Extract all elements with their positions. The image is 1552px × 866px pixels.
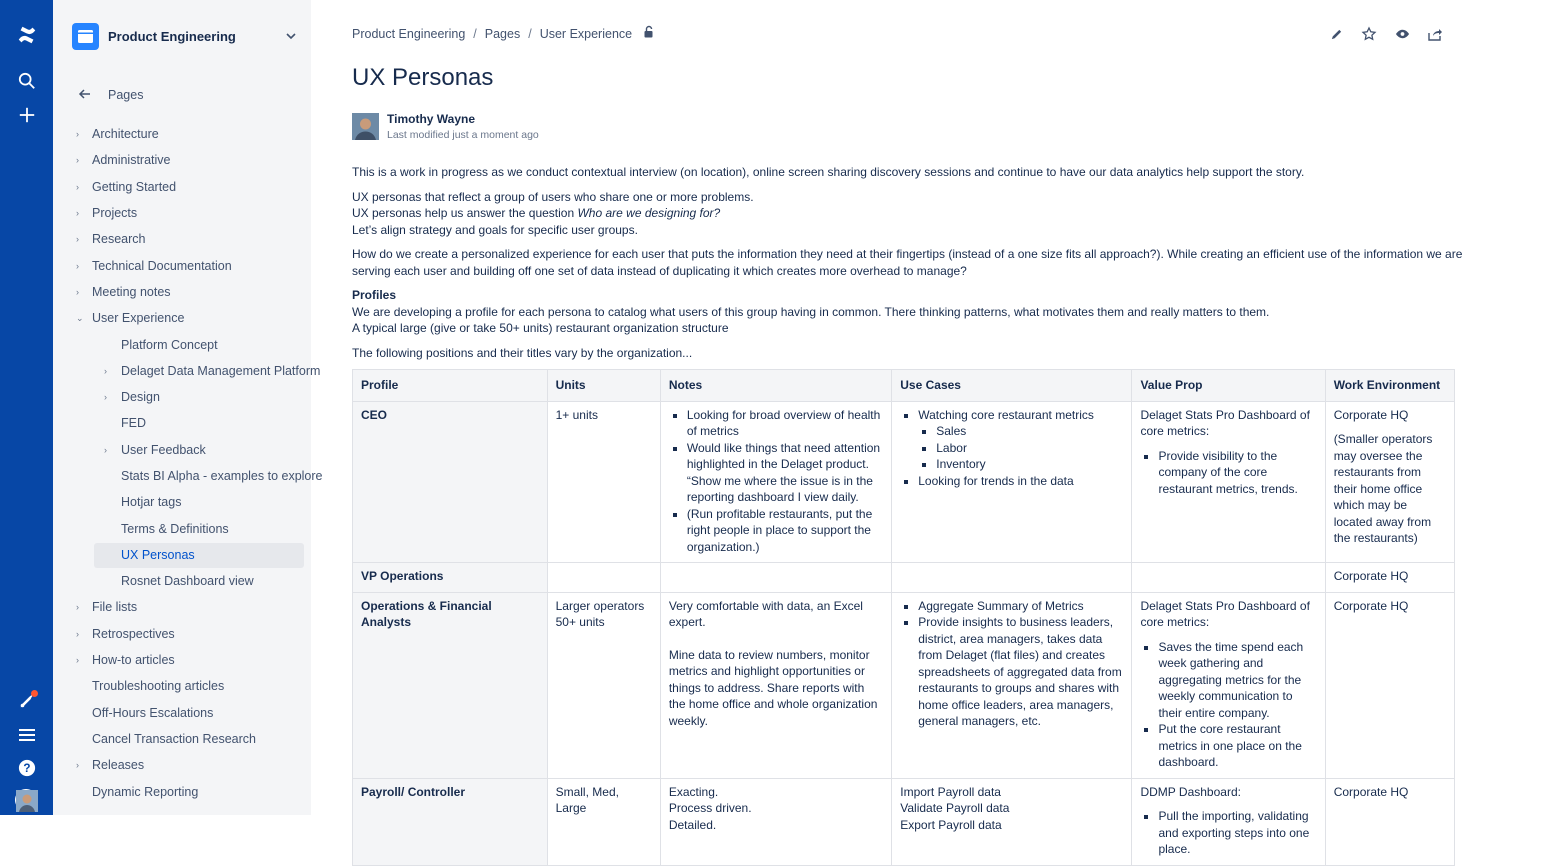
paragraph-line: UX personas that reflect a group of users who share one or more problems. bbox=[352, 189, 754, 204]
value-intro: Delaget Stats Pro Dashboard of core metrics: bbox=[1140, 407, 1310, 438]
question-italic: Who are we designing for? bbox=[577, 206, 721, 220]
value-prop-cell bbox=[1132, 401, 1325, 563]
profile-avatar[interactable] bbox=[15, 789, 37, 811]
sidebar-item-label: Delaget Data Management Platform bbox=[121, 363, 321, 378]
table-row bbox=[353, 778, 1455, 865]
watch-icon[interactable] bbox=[1390, 25, 1414, 43]
edit-icon[interactable] bbox=[1324, 25, 1348, 43]
unlock-icon[interactable] bbox=[644, 26, 654, 41]
table-row bbox=[353, 563, 1455, 593]
breadcrumb bbox=[352, 26, 654, 41]
sidebar-item-label: Retrospectives bbox=[92, 626, 175, 641]
sidebar-item[interactable] bbox=[53, 489, 311, 515]
list-item: ▪ Would like things that need attention highlighted in the Delaget product. “Show me where the issue is in the reporting dashboard I view daily. bbox=[687, 440, 883, 506]
share-icon[interactable] bbox=[1423, 25, 1447, 43]
notes-line: Exacting. bbox=[668, 784, 719, 799]
work-env-cell: Corporate HQ bbox=[1325, 592, 1454, 778]
page-content bbox=[311, 0, 1463, 856]
sidebar-item[interactable] bbox=[53, 252, 311, 278]
value-intro: DDMP Dashboard: bbox=[1140, 784, 1241, 799]
work-env-text: (Smaller operators may oversee the restaurants from their home office which may be located away from the restaurants) bbox=[1333, 432, 1433, 545]
notifications-icon[interactable] bbox=[15, 689, 39, 713]
sidebar-item[interactable] bbox=[53, 147, 311, 173]
sidebar-item[interactable] bbox=[53, 621, 311, 647]
sidebar-item-label: Rosnet Dashboard view bbox=[121, 574, 254, 589]
notification-badge bbox=[31, 690, 38, 697]
work-env-text: Corporate HQ bbox=[1333, 407, 1409, 422]
notes-text: Very comfortable with data, an Excel expert. bbox=[668, 598, 863, 629]
chevron-down-icon[interactable]: ⌄ bbox=[76, 312, 84, 323]
paragraph-line bbox=[352, 205, 1552, 222]
sidebar-item-label: Off-Hours Escalations bbox=[92, 705, 214, 720]
sidebar-item[interactable] bbox=[53, 778, 311, 804]
chevron-right-icon[interactable]: › bbox=[76, 602, 79, 613]
personas-table bbox=[352, 369, 1455, 866]
use-cases-cell bbox=[892, 592, 1132, 778]
sidebar-item-label: Design bbox=[121, 390, 160, 405]
list-item: ▪ Aggregate Summary of Metrics bbox=[918, 598, 1123, 615]
chevron-right-icon[interactable]: › bbox=[76, 181, 79, 192]
table-header-row bbox=[353, 370, 1455, 402]
table-row bbox=[353, 401, 1455, 563]
paragraph-line: The following positions and their titles vary by the organization... bbox=[352, 345, 693, 360]
use-case-line: Validate Payroll data bbox=[900, 801, 1010, 815]
chevron-right-icon[interactable]: › bbox=[76, 260, 79, 271]
sidebar-item-label: Platform Concept bbox=[121, 337, 218, 352]
sidebar-item[interactable] bbox=[53, 331, 311, 357]
paragraph-line: A typical large (give or take 50+ units) restaurant organization structure bbox=[352, 321, 729, 335]
list-item: ▪ Put the core restaurant metrics in one place on the dashboard. bbox=[1158, 721, 1316, 771]
space-switcher[interactable] bbox=[72, 22, 296, 50]
pages-label: Pages bbox=[108, 88, 144, 102]
units-line: Larger operators bbox=[555, 598, 645, 613]
confluence-logo-icon[interactable] bbox=[15, 23, 39, 47]
notes-cell bbox=[660, 592, 891, 778]
sidebar-item[interactable] bbox=[53, 594, 311, 620]
list-item: ▪ Provide visibility to the company of the core restaurant metrics, trends. bbox=[1158, 448, 1316, 498]
sidebar-item-label: How-to articles bbox=[92, 653, 175, 668]
profile-cell: VP Operations bbox=[353, 563, 548, 593]
intro-paragraph: This is a work in progress as we conduct contextual interview (on location), online screen sharing discovery sessions and continue to have our data analytics help support the story. bbox=[352, 165, 1305, 179]
sidebar-item-label: Terms & Definitions bbox=[121, 521, 229, 536]
sidebar-item-label: Cancel Transaction Research bbox=[92, 731, 256, 746]
chevron-right-icon[interactable]: › bbox=[76, 234, 79, 245]
sidebar-item[interactable] bbox=[53, 568, 311, 594]
sidebar-item[interactable] bbox=[53, 726, 311, 752]
sidebar-item-label: File lists bbox=[92, 600, 138, 615]
chevron-right-icon[interactable]: › bbox=[104, 392, 107, 403]
paragraph-line: serving each user and building off one set of data instead of duplicating it which creates more overhead to manage? bbox=[352, 263, 967, 278]
breadcrumb-item[interactable]: Product Engineering bbox=[352, 26, 466, 41]
menu-icon[interactable] bbox=[15, 723, 39, 747]
list-item: ▪ Looking for broad overview of health of metrics bbox=[687, 407, 883, 440]
notes-line: Detailed. bbox=[668, 817, 717, 832]
sidebar-item[interactable] bbox=[53, 174, 311, 200]
column-header: Units bbox=[547, 370, 660, 402]
page-body bbox=[352, 164, 1552, 361]
breadcrumb-separator: / bbox=[473, 26, 477, 41]
sidebar-item-label: Hotjar tags bbox=[121, 495, 182, 510]
list-item: ▪ Pull the importing, validating and exporting steps into one place. bbox=[1158, 808, 1316, 858]
notes-cell bbox=[660, 401, 891, 563]
chevron-right-icon[interactable]: › bbox=[76, 155, 79, 166]
space-name: Product Engineering bbox=[108, 28, 236, 44]
sidebar-item-label: Stats BI Alpha - examples to explore bbox=[121, 469, 323, 483]
units-cell bbox=[547, 592, 660, 778]
value-prop-cell bbox=[1132, 778, 1325, 865]
column-header: Work Environment bbox=[1325, 370, 1454, 402]
create-icon[interactable] bbox=[15, 103, 39, 127]
breadcrumb-separator: / bbox=[528, 26, 532, 41]
units-line: 50+ units bbox=[555, 615, 605, 629]
use-cases-cell bbox=[892, 401, 1132, 563]
sidebar-item-label: Administrative bbox=[92, 153, 171, 168]
sidebar-item-label: Research bbox=[92, 232, 146, 247]
section-heading: Profiles bbox=[352, 288, 397, 302]
notes-cell bbox=[660, 563, 891, 593]
sidebar-item[interactable] bbox=[53, 673, 311, 699]
list-item: ▪ Looking for trends in the data bbox=[918, 473, 1123, 490]
last-modified: Last modified just a moment ago bbox=[387, 129, 539, 141]
svg-text:?: ? bbox=[23, 762, 31, 776]
sidebar-item-label: User Feedback bbox=[121, 442, 206, 457]
work-env-cell: Corporate HQ bbox=[1325, 563, 1454, 593]
column-header: Profile bbox=[353, 370, 548, 402]
help-icon[interactable] bbox=[15, 756, 39, 780]
chevron-right-icon[interactable]: › bbox=[76, 129, 79, 140]
use-case-line: Import Payroll data bbox=[900, 784, 1001, 799]
chevron-right-icon[interactable]: › bbox=[76, 628, 79, 639]
notes-text: Mine data to review numbers, monitor metrics and highlight opportunities or things to address. Share reports with the home office and whole organization weekly. bbox=[668, 647, 878, 728]
notes-line: Process driven. bbox=[668, 801, 752, 815]
sidebar-item-label: Technical Documentation bbox=[92, 258, 232, 273]
use-case-line: Export Payroll data bbox=[900, 817, 1002, 832]
list-item: ▪ Sales bbox=[936, 423, 1123, 440]
sidebar-item-label: Getting Started bbox=[92, 179, 177, 194]
byline bbox=[352, 112, 539, 141]
page-tree bbox=[53, 121, 323, 805]
breadcrumb-item[interactable]: Pages bbox=[484, 26, 521, 41]
use-cases-cell bbox=[892, 563, 1132, 593]
sidebar-item[interactable] bbox=[53, 358, 321, 384]
sidebar-item[interactable] bbox=[53, 463, 323, 489]
sidebar-item[interactable] bbox=[53, 410, 311, 436]
search-icon[interactable] bbox=[15, 69, 39, 93]
column-header: Notes bbox=[660, 370, 891, 402]
work-env-cell bbox=[1325, 401, 1454, 563]
sidebar-item-label: Projects bbox=[92, 206, 138, 221]
list-item: ▪ Inventory bbox=[936, 456, 1123, 473]
arrow-left-icon bbox=[79, 88, 97, 102]
list-item: ▪ Labor bbox=[936, 440, 1123, 457]
paragraph-line: How do we create a personalized experience for each user that puts the information they need at their fingertips (instead of a one size fits all approach?). While creating an efficient use of the information we are bbox=[352, 247, 1463, 261]
sidebar-item[interactable] bbox=[53, 305, 311, 331]
sidebar-item-label: FED bbox=[121, 416, 146, 431]
chevron-right-icon[interactable]: › bbox=[76, 655, 79, 666]
author-avatar[interactable] bbox=[352, 113, 379, 140]
profile-cell: CEO bbox=[353, 401, 548, 563]
global-nav bbox=[0, 0, 53, 815]
space-logo-icon bbox=[72, 23, 99, 50]
sidebar-item-label: Dynamic Reporting bbox=[92, 784, 199, 799]
chevron-right-icon[interactable]: › bbox=[104, 444, 107, 455]
value-intro: Delaget Stats Pro Dashboard of core metrics: bbox=[1140, 598, 1310, 629]
units-cell bbox=[547, 563, 660, 593]
column-header: Value Prop bbox=[1132, 370, 1325, 402]
page-title: UX Personas bbox=[352, 64, 494, 91]
work-env-cell: Corporate HQ bbox=[1325, 778, 1454, 865]
paragraph-line: We are developing a profile for each persona to catalog what users of this group having in common. There thinking patterns, what motivates them and really matters to them. bbox=[352, 304, 1270, 319]
sidebar-item[interactable] bbox=[53, 647, 311, 673]
sidebar-item-label: User Experience bbox=[92, 311, 185, 326]
sidebar-item[interactable] bbox=[53, 437, 311, 463]
sidebar-item-label: Releases bbox=[92, 758, 145, 773]
sidebar-item[interactable] bbox=[53, 384, 311, 410]
value-prop-cell bbox=[1132, 592, 1325, 778]
use-cases-cell bbox=[892, 778, 1132, 865]
list-item: ▪ (Run profitable restaurants, put the right people in place to support the organization.) bbox=[687, 506, 883, 556]
sidebar-item-label: Architecture bbox=[92, 127, 159, 142]
column-header: Use Cases bbox=[892, 370, 1132, 402]
profile-cell: Payroll/ Controller bbox=[353, 778, 548, 865]
list-item: ▪ Saves the time spend each week gathering and aggregating metrics for the weekly communication to their entire company. bbox=[1158, 639, 1316, 722]
table-row bbox=[353, 592, 1455, 778]
profile-cell: Operations & Financial Analysts bbox=[353, 592, 548, 778]
sidebar-item[interactable] bbox=[53, 542, 311, 568]
chevron-right-icon[interactable]: › bbox=[76, 760, 79, 771]
breadcrumb-item[interactable]: User Experience bbox=[539, 26, 633, 41]
question-prefix: UX personas help us answer the question bbox=[352, 206, 578, 220]
space-sidebar bbox=[53, 0, 323, 815]
sidebar-item[interactable] bbox=[53, 226, 311, 252]
chevron-right-icon[interactable]: › bbox=[76, 208, 79, 219]
units-cell: 1+ units bbox=[547, 401, 660, 563]
sidebar-item[interactable] bbox=[53, 752, 311, 778]
value-prop-cell bbox=[1132, 563, 1325, 593]
sidebar-item-label: Troubleshooting articles bbox=[92, 679, 225, 694]
notes-cell bbox=[660, 778, 891, 865]
sidebar-item[interactable] bbox=[53, 121, 311, 147]
sidebar-item[interactable] bbox=[53, 279, 311, 305]
chevron-down-icon[interactable] bbox=[286, 30, 296, 42]
pages-back-link[interactable] bbox=[79, 86, 143, 104]
chevron-right-icon[interactable]: › bbox=[104, 365, 107, 376]
page-actions bbox=[1315, 25, 1447, 43]
sidebar-item[interactable] bbox=[53, 700, 311, 726]
sidebar-item-label: Meeting notes bbox=[92, 284, 171, 299]
sidebar-item-label: UX Personas bbox=[121, 547, 195, 562]
units-cell: Small, Med, Large bbox=[547, 778, 660, 865]
sidebar-item[interactable] bbox=[53, 200, 311, 226]
star-icon[interactable] bbox=[1357, 25, 1381, 43]
chevron-right-icon[interactable]: › bbox=[76, 286, 79, 297]
author-name[interactable]: Timothy Wayne bbox=[387, 112, 476, 126]
paragraph-line: Let’s align strategy and goals for specific user groups. bbox=[352, 222, 638, 237]
list-item: ▪ Provide insights to business leaders, district, area managers, takes data from Delaget (flat files) and creates spreadsheets of aggregated data from restaurants to groups and shares with home office leaders, area managers, general managers, etc. bbox=[918, 614, 1123, 730]
list-item: ▪ Watching core restaurant metrics ▪ Sales ▪ Labor ▪ Inventory bbox=[918, 407, 1123, 473]
sidebar-item[interactable] bbox=[53, 515, 311, 541]
